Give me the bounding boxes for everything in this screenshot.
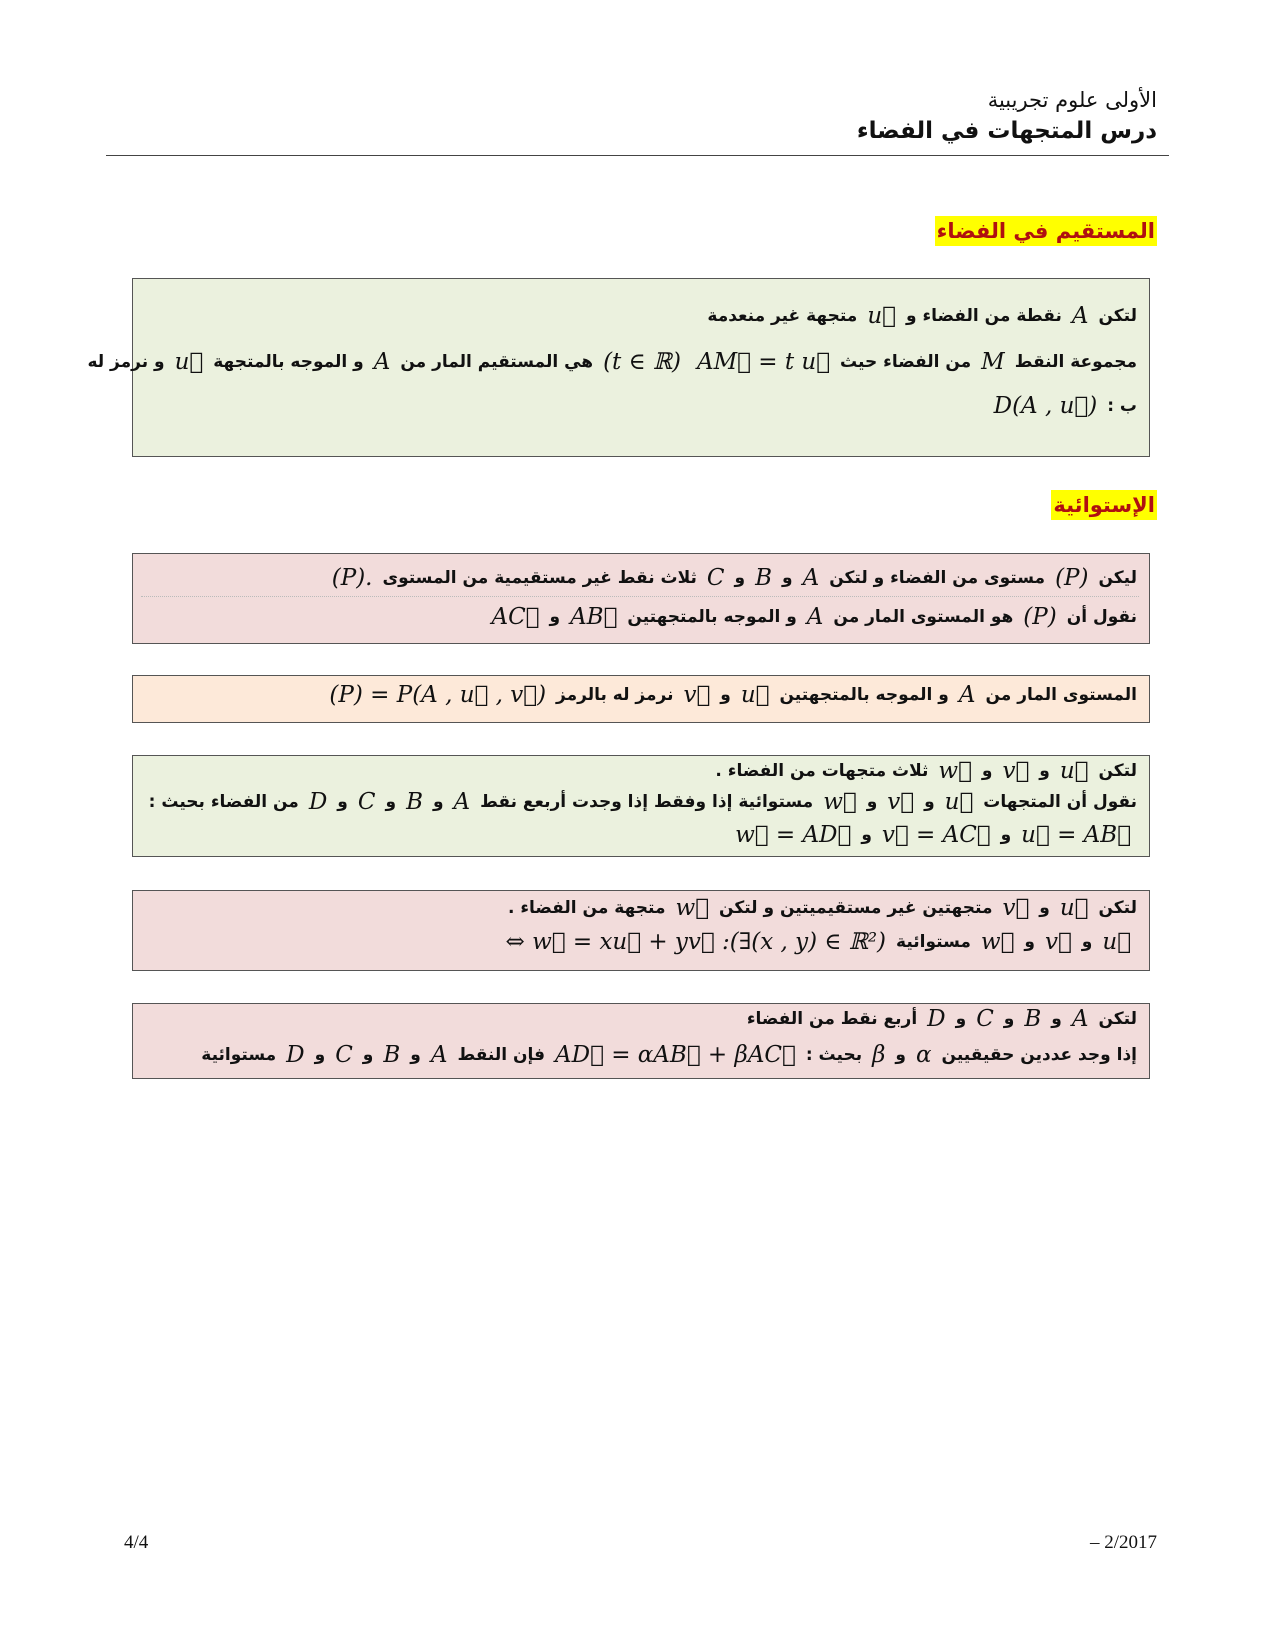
- class-level: الأولى علوم تجريبية: [987, 88, 1157, 112]
- header-divider: [106, 155, 1169, 156]
- box4-line-2: [147, 789, 1139, 815]
- text: مستوى من الفضاء و لتكن: [829, 568, 1046, 588]
- box3-line-1: [321, 682, 1139, 708]
- text: و: [410, 1045, 421, 1065]
- math: B: [383, 1042, 401, 1068]
- math: A: [802, 565, 820, 591]
- math: A: [806, 604, 824, 630]
- math: A: [1071, 1006, 1089, 1032]
- text: نقطة من الفضاء و: [905, 306, 1062, 326]
- box2-line-2: [483, 604, 1139, 630]
- box1-line-2: [85, 349, 1139, 375]
- text: و: [895, 1045, 906, 1065]
- math: A: [430, 1042, 448, 1068]
- section-title-coplanarity: الإستوائية: [1051, 490, 1157, 520]
- text: من الفضاء بحيث :: [148, 792, 299, 812]
- math: w⃗: [980, 929, 1015, 955]
- box2-line-1: [141, 560, 1139, 597]
- math: C: [335, 1042, 353, 1068]
- math: u⃗: [1059, 758, 1089, 784]
- text: و نرمز له: [87, 352, 165, 372]
- math: A: [373, 349, 391, 375]
- text: و: [337, 792, 348, 812]
- math: u⃗: [867, 303, 896, 329]
- text: نقول أن المتجهات: [983, 792, 1137, 812]
- section-title-line: المستقيم في الفضاء: [935, 216, 1157, 246]
- text: نقول أن: [1066, 607, 1137, 627]
- page-number: 4/4: [124, 1532, 149, 1553]
- math: D: [927, 1006, 946, 1032]
- text: إذا وجد عددين حقيقيين: [941, 1045, 1137, 1065]
- math: A: [958, 682, 976, 708]
- text: و: [782, 568, 793, 588]
- text: هو المستوى المار من: [833, 607, 1014, 627]
- math: C: [706, 565, 725, 591]
- math: u⃗: [174, 349, 204, 375]
- text: ثلاث متجهات من الفضاء .: [715, 761, 929, 781]
- math: B: [755, 565, 772, 591]
- lesson-title: درس المتجهات في الفضاء: [856, 118, 1157, 144]
- math: v⃗: [1045, 929, 1072, 955]
- math: v⃗: [1002, 758, 1030, 784]
- text: لتكن: [1098, 898, 1137, 918]
- math: B: [406, 789, 423, 815]
- notation-box-plane: [132, 675, 1150, 723]
- text: و: [1081, 932, 1093, 952]
- text: متجهة غير منعدمة: [707, 306, 858, 326]
- text: و: [734, 568, 746, 588]
- text: و الموجه بالمتجهة: [213, 352, 364, 372]
- math: (P).: [331, 565, 373, 591]
- text: و: [1003, 1009, 1015, 1029]
- math: u⃗: [1059, 895, 1089, 921]
- text: مجموعة النقط: [1014, 352, 1137, 372]
- math: v⃗ = AC⃗: [881, 822, 991, 848]
- text: و: [955, 1009, 967, 1029]
- text: و: [1051, 1009, 1062, 1029]
- text: نرمز له بالرمز: [556, 685, 674, 705]
- footer-date: – 2/2017: [1089, 1532, 1157, 1553]
- text: و: [1039, 761, 1050, 781]
- math: D: [286, 1042, 305, 1068]
- math: D(A , u⃗): [993, 393, 1098, 419]
- text: متجهة من الفضاء .: [507, 898, 666, 918]
- box1-line-3: [986, 393, 1139, 419]
- text: لتكن: [1098, 761, 1137, 781]
- math: B: [1024, 1006, 1042, 1032]
- text: و: [432, 792, 444, 812]
- math: v⃗: [887, 789, 915, 815]
- math: α: [916, 1042, 932, 1068]
- text: مستوائية: [896, 932, 971, 952]
- text: من الفضاء حيث: [840, 352, 972, 372]
- text: أربع نقط من الفضاء: [746, 1009, 918, 1029]
- math: (P) = P(A , u⃗ , v⃗): [329, 682, 547, 708]
- text: و: [385, 792, 397, 812]
- property-box-coplanar-points: [132, 1003, 1150, 1079]
- math: u⃗: [740, 682, 770, 708]
- math: (P): [1055, 565, 1089, 591]
- box6-line-1: [745, 1006, 1139, 1032]
- math: AC⃗: [491, 604, 540, 630]
- text: متجهتين غير مستقيميتين و لتكن: [719, 898, 993, 918]
- math: D: [308, 789, 328, 815]
- math: (P): [1023, 604, 1057, 630]
- math: AM⃗ = t u⃗: [697, 349, 831, 375]
- box4-line-1: [713, 758, 1139, 784]
- math: AB⃗: [570, 604, 618, 630]
- text: مستوائية إذا وفقط إذا وجدت أربعع نقط: [480, 792, 814, 812]
- math: w⃗: [938, 758, 972, 784]
- math: β: [872, 1042, 886, 1068]
- text: و: [314, 1045, 326, 1065]
- math: w⃗ = AD⃗: [735, 822, 852, 848]
- text: و الموجه بالمتجهتين: [779, 685, 949, 705]
- definition-box-coplanar-vectors: [132, 755, 1150, 857]
- text: و: [981, 761, 993, 781]
- text: هي المستقيم المار من: [400, 352, 594, 372]
- text: ثلاث نقط غير مستقيمية من المستوى: [382, 568, 697, 588]
- definition-box-plane: [132, 553, 1150, 644]
- text: و: [924, 792, 935, 812]
- text: و: [720, 685, 731, 705]
- text: و: [362, 1045, 374, 1065]
- box4-line-3: [727, 822, 1139, 848]
- property-box-coplanar: [132, 890, 1150, 971]
- math: A: [453, 789, 471, 815]
- text: و: [866, 792, 878, 812]
- text: و: [1024, 932, 1035, 952]
- text: بحيث :: [805, 1045, 863, 1065]
- math: AD⃗ = αAB⃗ + βAC⃗: [555, 1042, 796, 1068]
- math: w⃗: [675, 895, 710, 921]
- text: فإن النقط: [457, 1045, 546, 1065]
- math: C: [357, 789, 376, 815]
- text: ليكن: [1098, 568, 1137, 588]
- text: و: [1039, 898, 1050, 918]
- text: و الموجه بالمتجهتين: [627, 607, 797, 627]
- text: مستوائية: [201, 1045, 277, 1065]
- text: و: [1000, 825, 1012, 845]
- text: ب :: [1107, 396, 1137, 416]
- math: u⃗: [944, 789, 974, 815]
- math: (t ∈ ℝ): [603, 349, 682, 375]
- math: C: [976, 1006, 994, 1032]
- math: v⃗: [1002, 895, 1030, 921]
- box6-line-2: [199, 1042, 1139, 1068]
- text: المستوى المار من: [985, 685, 1137, 705]
- text: لتكن: [1098, 306, 1137, 326]
- math: u⃗ = AB⃗: [1021, 822, 1131, 848]
- definition-box-line: [87, 278, 1150, 457]
- math: w⃗: [823, 789, 857, 815]
- box5-line-1: [506, 895, 1139, 921]
- math: v⃗: [683, 682, 711, 708]
- math: A: [1071, 303, 1089, 329]
- text: لتكن: [1098, 1009, 1137, 1029]
- box1-line-1: [705, 303, 1139, 329]
- math: M: [981, 349, 1005, 375]
- box5-line-2: [497, 929, 1139, 955]
- math: u⃗: [1102, 929, 1131, 955]
- math: ⇔ w⃗ = xu⃗ + yv⃗ :(∃(x , y) ∈ ℝ²): [505, 929, 887, 955]
- text: و: [861, 825, 872, 845]
- text: و: [549, 607, 561, 627]
